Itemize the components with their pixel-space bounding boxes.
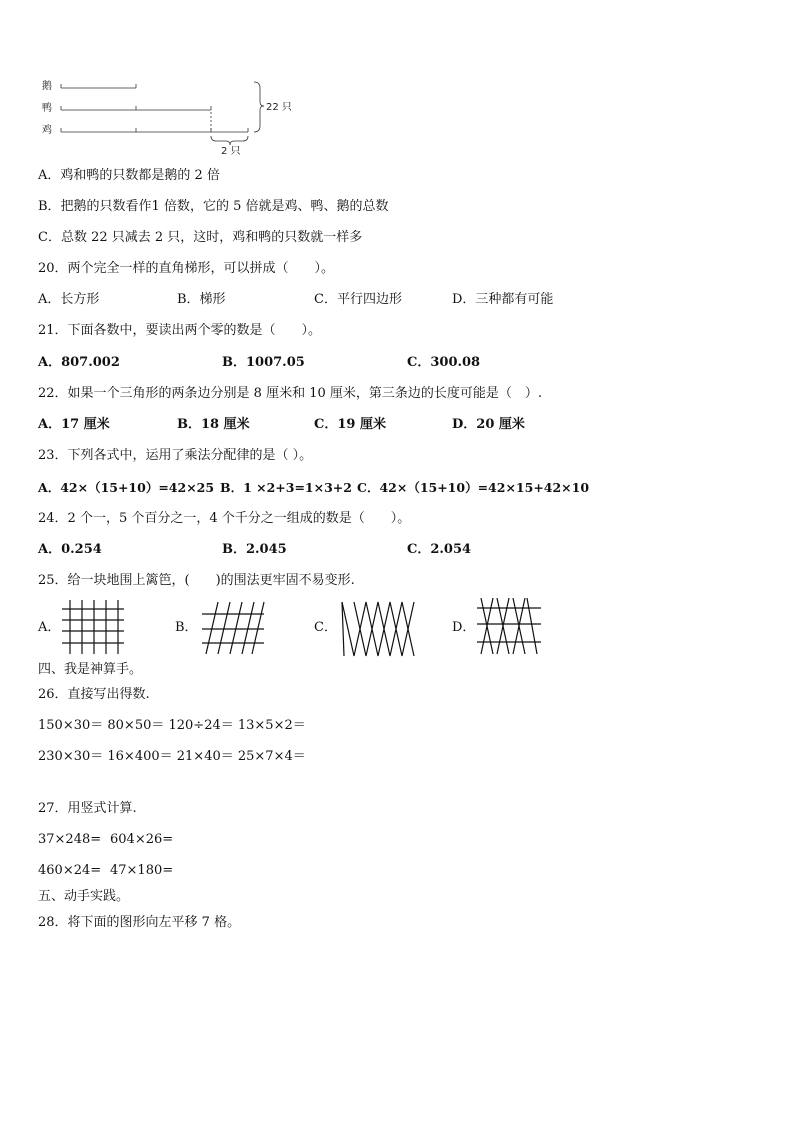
fence-slanted-grid: [200, 600, 266, 656]
q19-option-b: B．把鹅的只数看作1 倍数，它的 5 倍就是鸡、鸭、鹅的总数: [38, 199, 389, 214]
q27-stem: 27．用竖式计算.: [38, 801, 137, 816]
label-goose: 鹅: [42, 81, 52, 92]
fence-square-grid: [60, 600, 126, 656]
total-brace: [254, 82, 264, 132]
q22-option-a: A．17 厘米: [38, 417, 110, 432]
goose-segment: [61, 84, 136, 88]
q23-option-c: C．42×（15+10）=42×15+42×10: [357, 480, 590, 495]
q21-option-c: C．300.08: [407, 355, 481, 370]
segment-diagram: [0, 0, 794, 160]
q21-option-a: A．807.002: [38, 355, 120, 370]
q25-option-a: A．: [38, 620, 61, 635]
q27-item-4: 47×180=: [110, 863, 174, 878]
q23-stem: 23．下列各式中，运用了乘法分配律的是（ ）。: [38, 448, 313, 463]
q25-option-c: C．: [314, 620, 337, 635]
q22-option-d: D．20 厘米: [452, 417, 525, 432]
q23-option-b: B．1 ×2+3=1×3+2: [220, 480, 352, 495]
q19-option-c: C．总数 22 只减去 2 只，这时，鸡和鸭的只数就一样多: [38, 230, 363, 245]
q26-stem: 26．直接写出得数.: [38, 687, 150, 702]
label-duck: 鸭: [42, 103, 52, 114]
q24-option-c: C．2.054: [407, 542, 472, 557]
q19-option-a: A．鸡和鸭的只数都是鹅的 2 倍: [38, 168, 220, 183]
total-label: 22 只: [266, 102, 292, 113]
fence-cross-triangle: [475, 596, 545, 658]
q20-option-b: B．梯形: [177, 292, 226, 307]
q20-option-c: C．平行四边形: [314, 292, 402, 307]
q20-stem: 20．两个完全一样的直角梯形，可以拼成（ ）。: [38, 261, 335, 276]
q22-stem: 22．如果一个三角形的两条边分别是 8 厘米和 10 厘米，第三条边的长度可能是（ ）.: [38, 386, 543, 401]
section-5-title: 五、动手实践。: [38, 889, 130, 904]
q22-option-b: B．18 厘米: [177, 417, 250, 432]
q21-option-b: B．1007.05: [222, 355, 305, 370]
q27-item-1: 37×248=: [38, 832, 102, 847]
q27-item-3: 460×24=: [38, 863, 102, 878]
duck-segment: [61, 106, 211, 110]
q27-item-2: 604×26=: [110, 832, 174, 847]
diff-brace: [211, 136, 248, 145]
fence-triangle-zigzag: [340, 600, 420, 658]
diff-label: 2 只: [221, 146, 241, 157]
q25-option-b: B．: [175, 620, 198, 635]
q25-option-d: D．: [452, 620, 476, 635]
q24-stem: 24．2 个一，5 个百分之一，4 个千分之一组成的数是（ ）。: [38, 511, 411, 526]
q24-option-a: A．0.254: [38, 542, 102, 557]
q20-option-a: A．长方形: [38, 292, 100, 307]
chicken-segment: [61, 112, 248, 132]
q26-row-1: 150×30＝ 80×50＝ 120÷24＝ 13×5×2＝: [38, 718, 306, 733]
q24-option-b: B．2.045: [222, 542, 287, 557]
q25-stem: 25．给一块地围上篱笆，( )的围法更牢固不易变形.: [38, 573, 355, 588]
q23-option-a: A．42×（15+10）=42×25: [38, 480, 215, 495]
q28-stem: 28．将下面的图形向左平移 7 格。: [38, 915, 241, 930]
q20-option-d: D．三种都有可能: [452, 292, 554, 307]
q26-row-2: 230×30＝ 16×400＝ 21×40＝ 25×7×4＝: [38, 749, 306, 764]
label-chicken: 鸡: [42, 125, 52, 136]
q21-stem: 21．下面各数中，要读出两个零的数是（ ）。: [38, 323, 322, 338]
q22-option-c: C．19 厘米: [314, 417, 386, 432]
section-4-title: 四、我是神算手。: [38, 662, 143, 677]
